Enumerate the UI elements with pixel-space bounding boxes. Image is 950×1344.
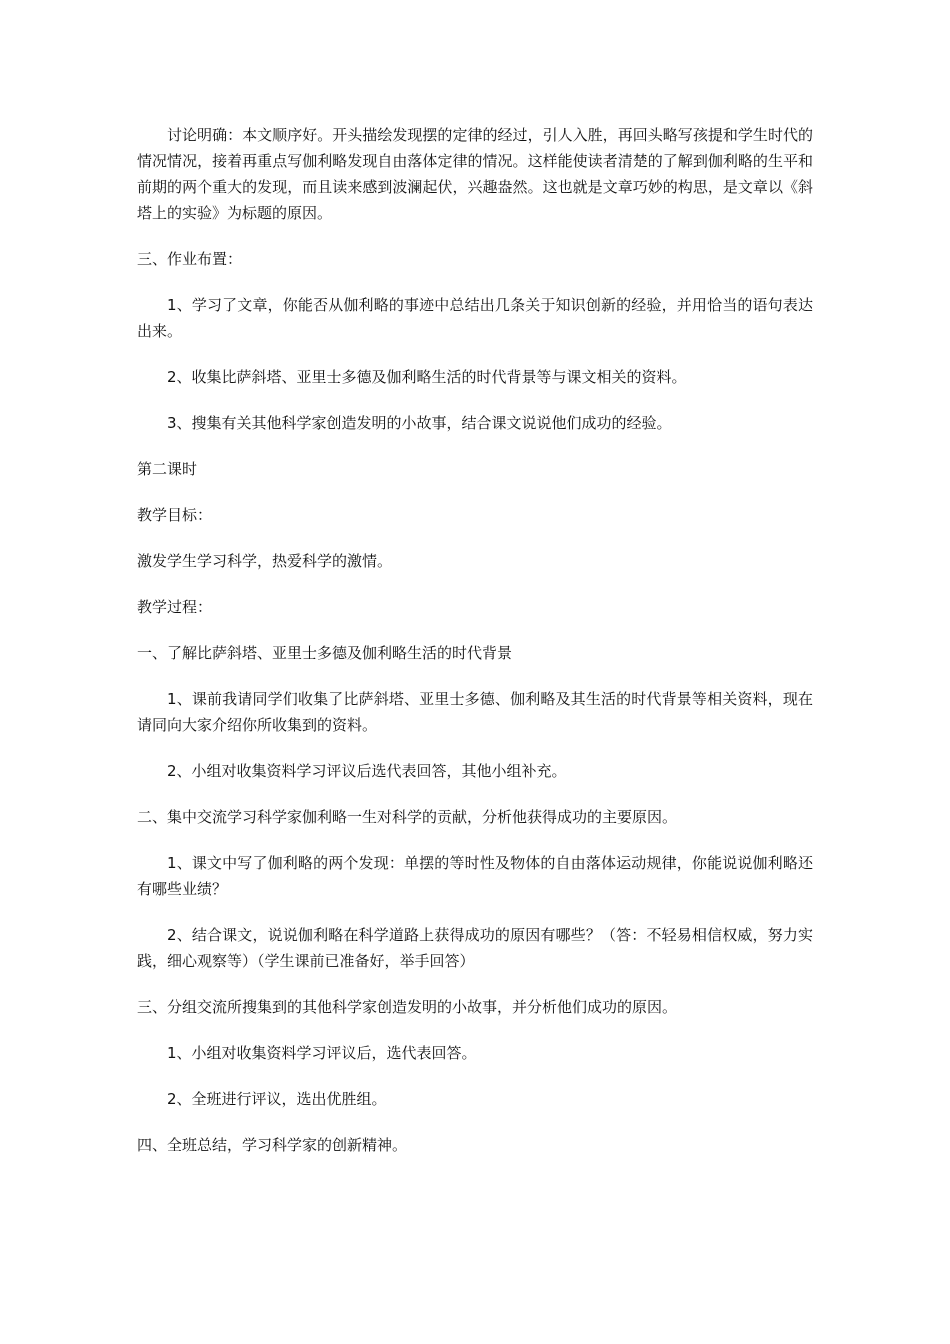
document-body (137, 122, 813, 1158)
homework-item-3: 3、搜集有关其他科学家创造发明的小故事，结合课文说说他们成功的经验。 (167, 414, 672, 432)
lesson-heading: 第二课时 (137, 460, 198, 478)
teaching-goal-text: 激发学生学习科学，热爱科学的激情。 (137, 552, 393, 570)
discussion-paragraph: 讨论明确：本文顺序好。开头描绘发现摆的定律的经过，引人入胜，再回头略写孩提和学生时代的情况情况，接着再重点写伽利略发现自由落体定律的情况。这样能使读者清楚的了解到伽利略的生平和前期的两个重大的发现，而且读来感到波澜起伏，兴趣盎然。这也就是文章巧妙的构思，是文章以《斜塔上的实验》为标题的原因。 (137, 126, 813, 222)
teaching-process-heading: 教学过程： (137, 598, 213, 616)
background-item-2: 2、小组对收集资料学习评议后选代表回答，其他小组补充。 (167, 762, 567, 780)
section-heading-homework: 三、作业布置： (137, 250, 243, 268)
homework-item-1: 1、学习了文章，你能否从伽利略的事迹中总结出几条关于知识创新的经验，并用恰当的语句表达出来。 (137, 296, 813, 340)
section-heading-summary: 四、全班总结，学习科学家的创新精神。 (137, 1136, 408, 1154)
group-exchange-item-1: 1、小组对收集资料学习评议后，选代表回答。 (167, 1044, 477, 1062)
contribution-item-2: 2、结合课文，说说伽利略在科学道路上获得成功的原因有哪些？（答：不轻易相信权威，努力实践，细心观察等）（学生课前已准备好，举手回答） (137, 926, 813, 970)
section-heading-background: 一、了解比萨斜塔、亚里士多德及伽利略生活的时代背景 (137, 644, 513, 662)
background-item-1: 1、课前我请同学们收集了比萨斜塔、亚里士多德、伽利略及其生活的时代背景等相关资料，现在请同向大家介绍你所收集到的资料。 (137, 690, 813, 734)
teaching-goal-heading: 教学目标： (137, 506, 213, 524)
homework-item-2: 2、收集比萨斜塔、亚里士多德及伽利略生活的时代背景等与课文相关的资料。 (167, 368, 687, 386)
section-heading-group-exchange: 三、分组交流所搜集到的其他科学家创造发明的小故事，并分析他们成功的原因。 (137, 998, 678, 1016)
group-exchange-item-2: 2、全班进行评议，选出优胜组。 (167, 1090, 387, 1108)
section-heading-contribution: 二、集中交流学习科学家伽利略一生对科学的贡献，分析他获得成功的主要原因。 (137, 808, 678, 826)
contribution-item-1: 1、课文中写了伽利略的两个发现：单摆的等时性及物体的自由落体运动规律，你能说说伽利略还有哪些业绩？ (137, 854, 813, 898)
